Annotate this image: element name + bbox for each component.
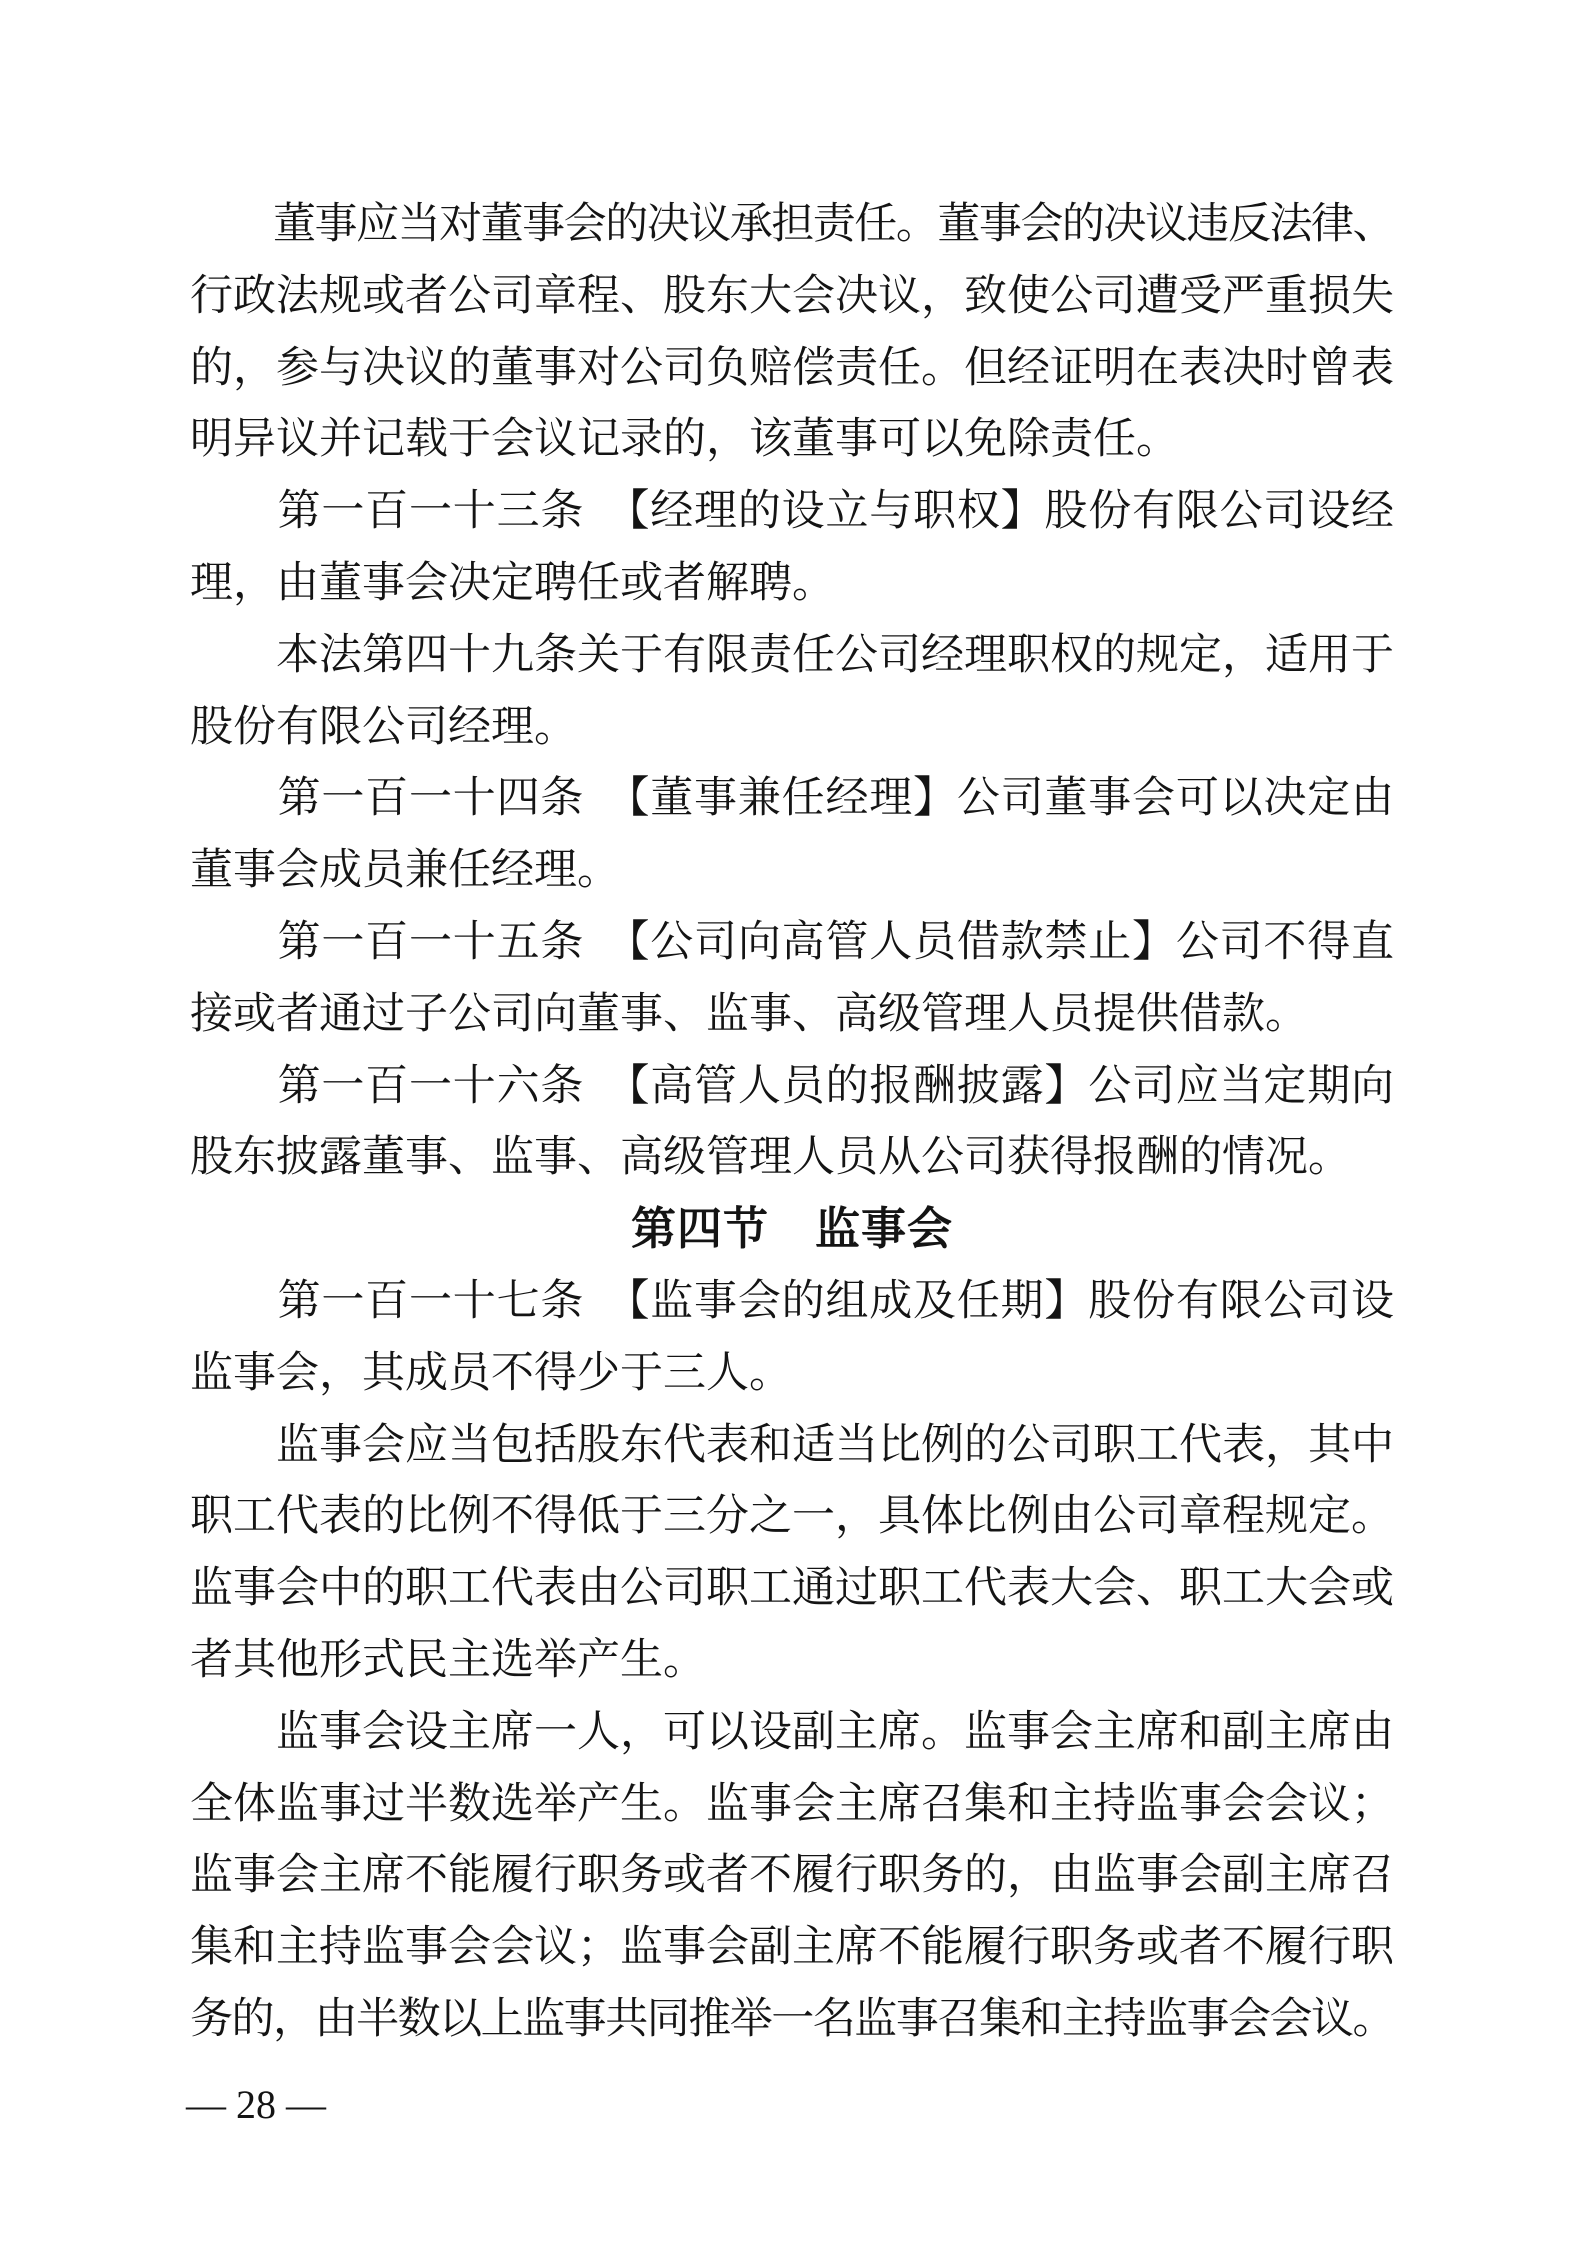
text-line: 行政法规或者公司章程、股东大会决议，致使公司遭受严重损失 xyxy=(190,272,1394,320)
text-line: 本法第四十九条关于有限责任公司经理职权的规定，适用于 xyxy=(190,631,1394,679)
text-line: 董事应当对董事会的决议承担责任。董事会的决议违反法律、 xyxy=(190,201,1394,248)
text-line: 股东披露董事、监事、高级管理人员从公司获得报酬的情况。 xyxy=(190,1134,1351,1182)
text-line: 的，参与决议的董事对公司负赔偿责任。但经证明在表决时曾表 xyxy=(190,344,1394,392)
text-line: 监事会设主席一人，可以设副主席。监事会主席和副主席由 xyxy=(190,1708,1394,1756)
text-line: 接或者通过子公司向董事、监事、高级管理人员提供借款。 xyxy=(190,990,1308,1038)
page-number: — 28 — xyxy=(186,2082,326,2127)
text-line: 第一百一十七条 【监事会的组成及任期】股份有限公司设 xyxy=(190,1277,1394,1325)
text-line: 董事会成员兼任经理。 xyxy=(190,847,620,895)
text-line: 理，由董事会决定聘任或者解聘。 xyxy=(190,559,835,607)
text-line: 监事会应当包括股东代表和适当比例的公司职工代表，其中 xyxy=(190,1421,1394,1469)
text-line: 第一百一十三条 【经理的设立与职权】股份有限公司设经 xyxy=(190,488,1394,536)
text-line: 第一百一十六条 【高管人员的报酬披露】公司应当定期向 xyxy=(190,1062,1394,1110)
section-heading: 第四节 监事会 xyxy=(630,1204,953,1255)
text-line: 职工代表的比例不得低于三分之一，具体比例由公司章程规定。 xyxy=(190,1493,1394,1541)
text-line: 者其他形式民主选举产生。 xyxy=(190,1636,706,1684)
text-line: 明异议并记载于会议记录的，该董事可以免除责任。 xyxy=(190,416,1179,464)
text-line: 第一百一十四条 【董事兼任经理】公司董事会可以决定由 xyxy=(190,775,1394,823)
text-line: 全体监事过半数选举产生。监事会主席召集和主持监事会会议； xyxy=(190,1780,1394,1828)
text-line: 监事会主席不能履行职务或者不履行职务的，由监事会副主席召 xyxy=(190,1852,1394,1900)
text-line: 集和主持监事会会议；监事会副主席不能履行职务或者不履行职 xyxy=(190,1924,1394,1972)
document-body xyxy=(190,189,1394,2056)
text-line: 第一百一十五条 【公司向高管人员借款禁止】公司不得直 xyxy=(190,918,1394,966)
text-line: 监事会，其成员不得少于三人。 xyxy=(190,1349,792,1397)
text-line: 监事会中的职工代表由公司职工通过职工代表大会、职工大会或 xyxy=(190,1565,1394,1613)
text-line: 务的，由半数以上监事共同推举一名监事召集和主持监事会会议。 xyxy=(190,1995,1394,2043)
text-line: 股份有限公司经理。 xyxy=(190,703,577,751)
